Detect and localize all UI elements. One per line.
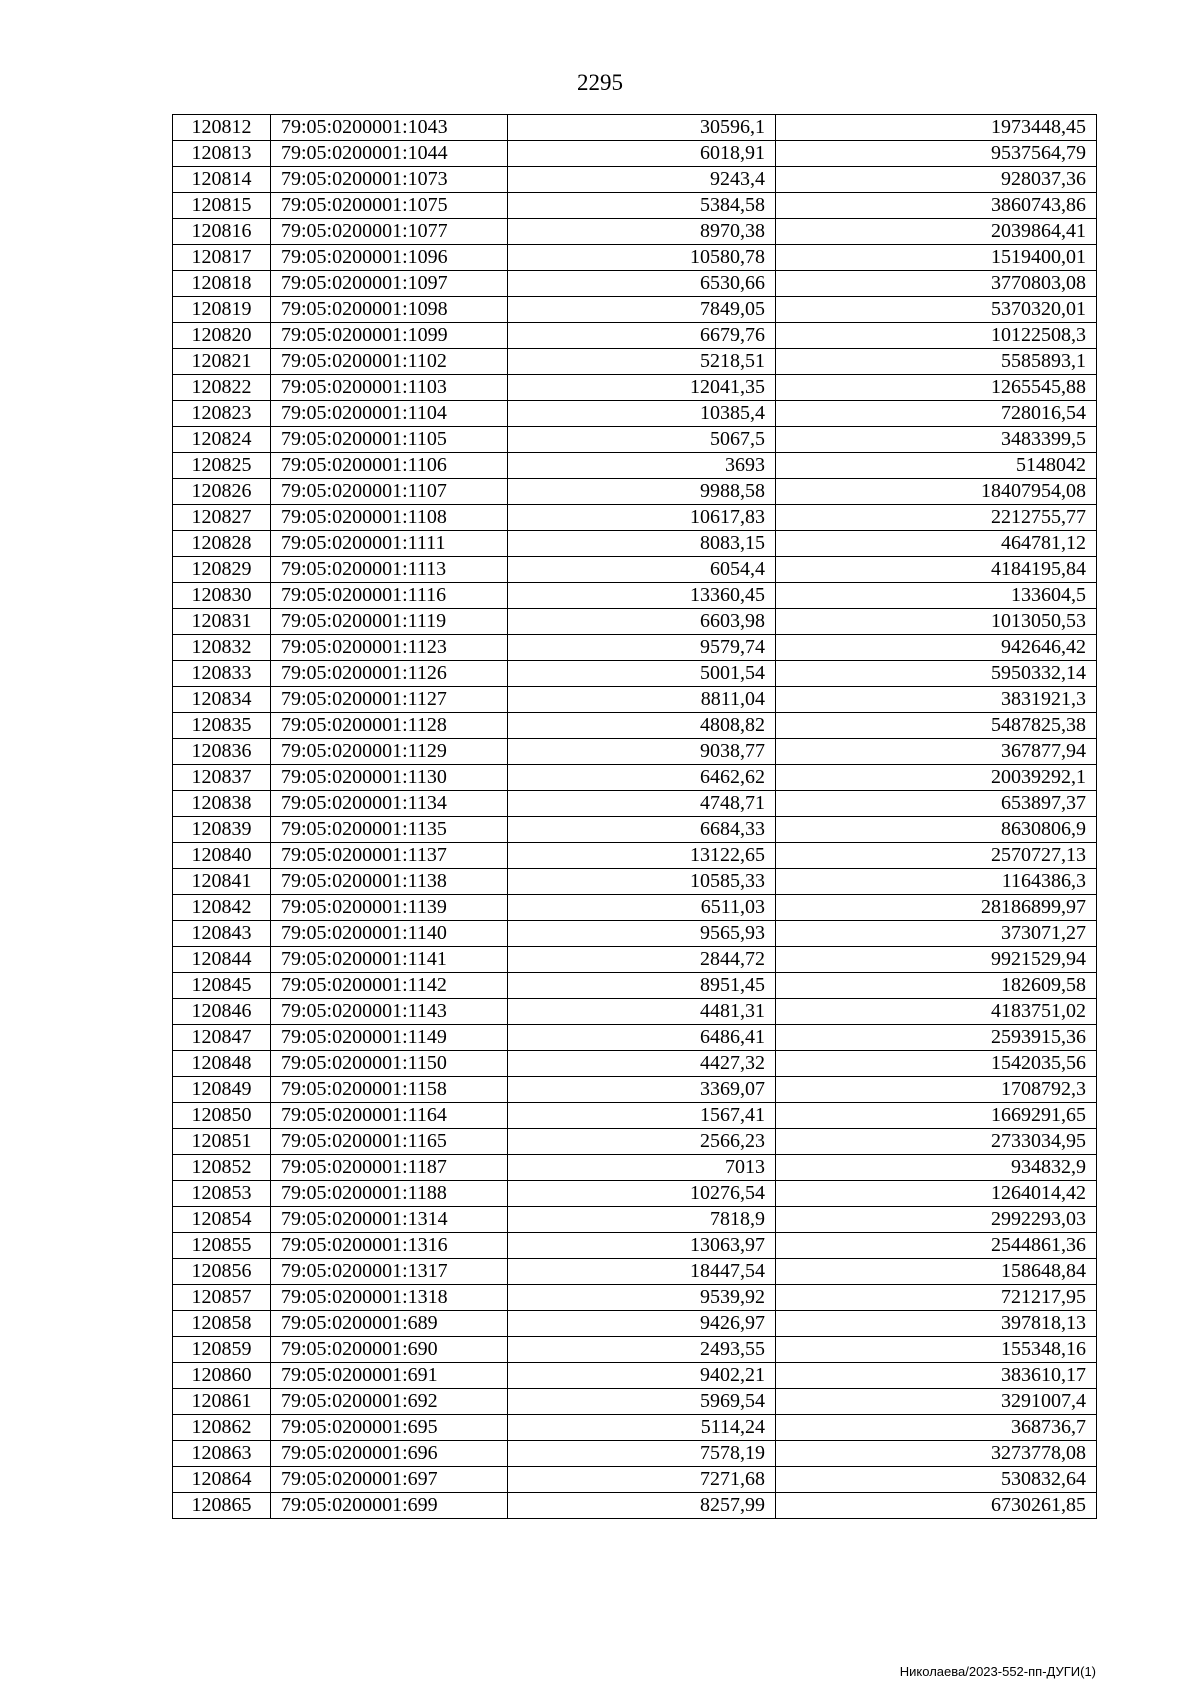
table-row: [173, 453, 1097, 479]
table-row: [173, 219, 1097, 245]
cadastral-number-cell: 79:05:0200001:1123: [271, 635, 508, 661]
table-row: [173, 1415, 1097, 1441]
area-cell: 9402,21: [508, 1363, 776, 1389]
table-row: [173, 427, 1097, 453]
row-number-cell: 120821: [173, 349, 271, 375]
cadastral-number-cell: 79:05:0200001:1116: [271, 583, 508, 609]
row-number-cell: 120837: [173, 765, 271, 791]
table-row: [173, 1285, 1097, 1311]
cadastral-number-cell: 79:05:0200001:1188: [271, 1181, 508, 1207]
table-row: [173, 271, 1097, 297]
table-row: [173, 791, 1097, 817]
area-cell: 18447,54: [508, 1259, 776, 1285]
cadastral-number-cell: 79:05:0200001:1135: [271, 817, 508, 843]
cadastral-number-cell: 79:05:0200001:1150: [271, 1051, 508, 1077]
row-number-cell: 120855: [173, 1233, 271, 1259]
table-row: [173, 1051, 1097, 1077]
area-cell: 6679,76: [508, 323, 776, 349]
cadastral-value-cell: 1669291,65: [776, 1103, 1097, 1129]
cadastral-number-cell: 79:05:0200001:1111: [271, 531, 508, 557]
area-cell: 9243,4: [508, 167, 776, 193]
cadastral-number-cell: 79:05:0200001:692: [271, 1389, 508, 1415]
cadastral-number-cell: 79:05:0200001:1129: [271, 739, 508, 765]
cadastral-value-cell: 397818,13: [776, 1311, 1097, 1337]
table-row: [173, 1441, 1097, 1467]
row-number-cell: 120826: [173, 479, 271, 505]
cadastral-value-cell: 3273778,08: [776, 1441, 1097, 1467]
row-number-cell: 120840: [173, 843, 271, 869]
table-row: [173, 297, 1097, 323]
cadastral-number-cell: 79:05:0200001:1318: [271, 1285, 508, 1311]
area-cell: 7271,68: [508, 1467, 776, 1493]
area-cell: 9426,97: [508, 1311, 776, 1337]
table-body: [173, 115, 1097, 1519]
cadastral-value-cell: 383610,17: [776, 1363, 1097, 1389]
cadastral-value-cell: 3770803,08: [776, 271, 1097, 297]
cadastral-value-cell: 5950332,14: [776, 661, 1097, 687]
row-number-cell: 120845: [173, 973, 271, 999]
table-row: [173, 557, 1097, 583]
row-number-cell: 120842: [173, 895, 271, 921]
area-cell: 8257,99: [508, 1493, 776, 1519]
cadastral-number-cell: 79:05:0200001:1138: [271, 869, 508, 895]
cadastral-number-cell: 79:05:0200001:1077: [271, 219, 508, 245]
cadastral-value-cell: 133604,5: [776, 583, 1097, 609]
cadastral-number-cell: 79:05:0200001:1134: [271, 791, 508, 817]
cadastral-value-cell: 1973448,45: [776, 115, 1097, 141]
table-row: [173, 869, 1097, 895]
cadastral-value-cell: 2992293,03: [776, 1207, 1097, 1233]
cadastral-value-cell: 18407954,08: [776, 479, 1097, 505]
cadastral-value-cell: 10122508,3: [776, 323, 1097, 349]
page-number: 2295: [577, 70, 623, 95]
cadastral-value-cell: 1164386,3: [776, 869, 1097, 895]
row-number-cell: 120851: [173, 1129, 271, 1155]
row-number-cell: 120834: [173, 687, 271, 713]
row-number-cell: 120825: [173, 453, 271, 479]
cadastral-value-cell: 367877,94: [776, 739, 1097, 765]
row-number-cell: 120838: [173, 791, 271, 817]
cadastral-value-cell: 2544861,36: [776, 1233, 1097, 1259]
row-number-cell: 120865: [173, 1493, 271, 1519]
area-cell: 3693: [508, 453, 776, 479]
cadastral-number-cell: 79:05:0200001:1165: [271, 1129, 508, 1155]
area-cell: 6486,41: [508, 1025, 776, 1051]
cadastral-number-cell: 79:05:0200001:1102: [271, 349, 508, 375]
row-number-cell: 120829: [173, 557, 271, 583]
row-number-cell: 120814: [173, 167, 271, 193]
row-number-cell: 120847: [173, 1025, 271, 1051]
cadastral-value-cell: 3483399,5: [776, 427, 1097, 453]
table-row: [173, 1025, 1097, 1051]
area-cell: 9038,77: [508, 739, 776, 765]
area-cell: 4808,82: [508, 713, 776, 739]
cadastral-value-cell: 3831921,3: [776, 687, 1097, 713]
cadastral-number-cell: 79:05:0200001:1107: [271, 479, 508, 505]
cadastral-value-cell: 4183751,02: [776, 999, 1097, 1025]
table-row: [173, 1337, 1097, 1363]
area-cell: 9579,74: [508, 635, 776, 661]
cadastral-value-cell: 5487825,38: [776, 713, 1097, 739]
area-cell: 2566,23: [508, 1129, 776, 1155]
row-number-cell: 120815: [173, 193, 271, 219]
row-number-cell: 120835: [173, 713, 271, 739]
row-number-cell: 120860: [173, 1363, 271, 1389]
area-cell: 2844,72: [508, 947, 776, 973]
area-cell: 10385,4: [508, 401, 776, 427]
cadastral-value-cell: 721217,95: [776, 1285, 1097, 1311]
table-row: [173, 609, 1097, 635]
row-number-cell: 120857: [173, 1285, 271, 1311]
row-number-cell: 120839: [173, 817, 271, 843]
row-number-cell: 120836: [173, 739, 271, 765]
cadastral-number-cell: 79:05:0200001:689: [271, 1311, 508, 1337]
cadastral-value-cell: 5370320,01: [776, 297, 1097, 323]
table-row: [173, 1311, 1097, 1337]
area-cell: 6462,62: [508, 765, 776, 791]
cadastral-value-cell: 155348,16: [776, 1337, 1097, 1363]
area-cell: 6018,91: [508, 141, 776, 167]
cadastral-value-cell: 2733034,95: [776, 1129, 1097, 1155]
cadastral-value-cell: 1265545,88: [776, 375, 1097, 401]
table-row: [173, 1493, 1097, 1519]
table-row: [173, 635, 1097, 661]
row-number-cell: 120841: [173, 869, 271, 895]
table-row: [173, 115, 1097, 141]
table-row: [173, 661, 1097, 687]
row-number-cell: 120844: [173, 947, 271, 973]
area-cell: 4748,71: [508, 791, 776, 817]
cadastral-number-cell: 79:05:0200001:1149: [271, 1025, 508, 1051]
area-cell: 8811,04: [508, 687, 776, 713]
cadastral-number-cell: 79:05:0200001:1143: [271, 999, 508, 1025]
cadastral-number-cell: 79:05:0200001:1316: [271, 1233, 508, 1259]
cadastral-number-cell: 79:05:0200001:699: [271, 1493, 508, 1519]
area-cell: 6603,98: [508, 609, 776, 635]
row-number-cell: 120819: [173, 297, 271, 323]
area-cell: 6684,33: [508, 817, 776, 843]
row-number-cell: 120852: [173, 1155, 271, 1181]
cadastral-number-cell: 79:05:0200001:1103: [271, 375, 508, 401]
row-number-cell: 120833: [173, 661, 271, 687]
cadastral-value-cell: 1013050,53: [776, 609, 1097, 635]
cadastral-number-cell: 79:05:0200001:1130: [271, 765, 508, 791]
cadastral-value-cell: 728016,54: [776, 401, 1097, 427]
table-row: [173, 479, 1097, 505]
cadastral-number-cell: 79:05:0200001:1106: [271, 453, 508, 479]
cadastral-number-cell: 79:05:0200001:1104: [271, 401, 508, 427]
cadastral-value-cell: 9537564,79: [776, 141, 1097, 167]
row-number-cell: 120831: [173, 609, 271, 635]
cadastral-value-table: [172, 114, 1097, 1519]
cadastral-number-cell: 79:05:0200001:697: [271, 1467, 508, 1493]
cadastral-number-cell: 79:05:0200001:1137: [271, 843, 508, 869]
row-number-cell: 120864: [173, 1467, 271, 1493]
cadastral-number-cell: 79:05:0200001:1126: [271, 661, 508, 687]
cadastral-value-cell: 2039864,41: [776, 219, 1097, 245]
area-cell: 3369,07: [508, 1077, 776, 1103]
table-row: [173, 739, 1097, 765]
cadastral-number-cell: 79:05:0200001:1314: [271, 1207, 508, 1233]
area-cell: 2493,55: [508, 1337, 776, 1363]
row-number-cell: 120854: [173, 1207, 271, 1233]
area-cell: 13360,45: [508, 583, 776, 609]
cadastral-value-cell: 653897,37: [776, 791, 1097, 817]
table-row: [173, 531, 1097, 557]
area-cell: 5969,54: [508, 1389, 776, 1415]
cadastral-value-cell: 6730261,85: [776, 1493, 1097, 1519]
table-row: [173, 1077, 1097, 1103]
cadastral-value-cell: 2570727,13: [776, 843, 1097, 869]
area-cell: 9539,92: [508, 1285, 776, 1311]
cadastral-value-cell: 4184195,84: [776, 557, 1097, 583]
row-number-cell: 120861: [173, 1389, 271, 1415]
cadastral-number-cell: 79:05:0200001:695: [271, 1415, 508, 1441]
area-cell: 10617,83: [508, 505, 776, 531]
table-row: [173, 765, 1097, 791]
cadastral-value-cell: 368736,7: [776, 1415, 1097, 1441]
row-number-cell: 120822: [173, 375, 271, 401]
cadastral-value-cell: 158648,84: [776, 1259, 1097, 1285]
row-number-cell: 120818: [173, 271, 271, 297]
row-number-cell: 120843: [173, 921, 271, 947]
row-number-cell: 120820: [173, 323, 271, 349]
cadastral-number-cell: 79:05:0200001:1096: [271, 245, 508, 271]
table-row: [173, 687, 1097, 713]
table-row: [173, 1207, 1097, 1233]
area-cell: 5114,24: [508, 1415, 776, 1441]
cadastral-value-cell: 530832,64: [776, 1467, 1097, 1493]
row-number-cell: 120853: [173, 1181, 271, 1207]
cadastral-number-cell: 79:05:0200001:1105: [271, 427, 508, 453]
area-cell: 6511,03: [508, 895, 776, 921]
area-cell: 4481,31: [508, 999, 776, 1025]
area-cell: 7818,9: [508, 1207, 776, 1233]
cadastral-number-cell: 79:05:0200001:1128: [271, 713, 508, 739]
cadastral-number-cell: 79:05:0200001:1317: [271, 1259, 508, 1285]
cadastral-number-cell: 79:05:0200001:1164: [271, 1103, 508, 1129]
row-number-cell: 120849: [173, 1077, 271, 1103]
cadastral-value-cell: 8630806,9: [776, 817, 1097, 843]
row-number-cell: 120827: [173, 505, 271, 531]
cadastral-value-cell: 182609,58: [776, 973, 1097, 999]
table-row: [173, 713, 1097, 739]
cadastral-value-cell: 28186899,97: [776, 895, 1097, 921]
cadastral-number-cell: 79:05:0200001:1043: [271, 115, 508, 141]
cadastral-number-cell: 79:05:0200001:1098: [271, 297, 508, 323]
row-number-cell: 120863: [173, 1441, 271, 1467]
area-cell: 6530,66: [508, 271, 776, 297]
cadastral-number-cell: 79:05:0200001:1119: [271, 609, 508, 635]
table-row: [173, 323, 1097, 349]
row-number-cell: 120828: [173, 531, 271, 557]
cadastral-value-cell: 1519400,01: [776, 245, 1097, 271]
cadastral-value-cell: 5585893,1: [776, 349, 1097, 375]
area-cell: 5384,58: [508, 193, 776, 219]
cadastral-value-cell: 3291007,4: [776, 1389, 1097, 1415]
area-cell: 8951,45: [508, 973, 776, 999]
table-row: [173, 999, 1097, 1025]
table-row: [173, 1389, 1097, 1415]
area-cell: 7849,05: [508, 297, 776, 323]
cadastral-number-cell: 79:05:0200001:1139: [271, 895, 508, 921]
cadastral-value-cell: 1264014,42: [776, 1181, 1097, 1207]
area-cell: 30596,1: [508, 115, 776, 141]
cadastral-value-cell: 373071,27: [776, 921, 1097, 947]
cadastral-value-cell: 2212755,77: [776, 505, 1097, 531]
cadastral-number-cell: 79:05:0200001:1187: [271, 1155, 508, 1181]
row-number-cell: 120858: [173, 1311, 271, 1337]
cadastral-value-cell: 9921529,94: [776, 947, 1097, 973]
table-row: [173, 1259, 1097, 1285]
table-row: [173, 1129, 1097, 1155]
cadastral-value-cell: 5148042: [776, 453, 1097, 479]
table-row: [173, 505, 1097, 531]
cadastral-value-cell: 1542035,56: [776, 1051, 1097, 1077]
cadastral-number-cell: 79:05:0200001:1158: [271, 1077, 508, 1103]
area-cell: 10585,33: [508, 869, 776, 895]
cadastral-number-cell: 79:05:0200001:696: [271, 1441, 508, 1467]
cadastral-number-cell: 79:05:0200001:1044: [271, 141, 508, 167]
area-cell: 5218,51: [508, 349, 776, 375]
row-number-cell: 120848: [173, 1051, 271, 1077]
area-cell: 9988,58: [508, 479, 776, 505]
row-number-cell: 120846: [173, 999, 271, 1025]
row-number-cell: 120862: [173, 1415, 271, 1441]
cadastral-number-cell: 79:05:0200001:1113: [271, 557, 508, 583]
table-row: [173, 141, 1097, 167]
row-number-cell: 120817: [173, 245, 271, 271]
cadastral-number-cell: 79:05:0200001:1142: [271, 973, 508, 999]
table-row: [173, 947, 1097, 973]
table-row: [173, 375, 1097, 401]
row-number-cell: 120823: [173, 401, 271, 427]
table-row: [173, 843, 1097, 869]
cadastral-number-cell: 79:05:0200001:691: [271, 1363, 508, 1389]
table-row: [173, 349, 1097, 375]
area-cell: 12041,35: [508, 375, 776, 401]
table-row: [173, 817, 1097, 843]
area-cell: 10276,54: [508, 1181, 776, 1207]
cadastral-number-cell: 79:05:0200001:1099: [271, 323, 508, 349]
cadastral-value-cell: 1708792,3: [776, 1077, 1097, 1103]
area-cell: 5001,54: [508, 661, 776, 687]
area-cell: 7013: [508, 1155, 776, 1181]
cadastral-value-cell: 928037,36: [776, 167, 1097, 193]
row-number-cell: 120856: [173, 1259, 271, 1285]
table-row: [173, 1155, 1097, 1181]
cadastral-value-cell: 2593915,36: [776, 1025, 1097, 1051]
cadastral-value-cell: 942646,42: [776, 635, 1097, 661]
table-row: [173, 245, 1097, 271]
table-row: [173, 1233, 1097, 1259]
area-cell: 5067,5: [508, 427, 776, 453]
cadastral-number-cell: 79:05:0200001:1108: [271, 505, 508, 531]
cadastral-number-cell: 79:05:0200001:1073: [271, 167, 508, 193]
area-cell: 13063,97: [508, 1233, 776, 1259]
cadastral-number-cell: 79:05:0200001:1097: [271, 271, 508, 297]
table-row: [173, 193, 1097, 219]
area-cell: 9565,93: [508, 921, 776, 947]
area-cell: 1567,41: [508, 1103, 776, 1129]
cadastral-number-cell: 79:05:0200001:1141: [271, 947, 508, 973]
table-row: [173, 1467, 1097, 1493]
table-row: [173, 921, 1097, 947]
table-row: [173, 1363, 1097, 1389]
table-row: [173, 1103, 1097, 1129]
cadastral-number-cell: 79:05:0200001:1140: [271, 921, 508, 947]
area-cell: 8970,38: [508, 219, 776, 245]
row-number-cell: 120812: [173, 115, 271, 141]
row-number-cell: 120824: [173, 427, 271, 453]
cadastral-value-cell: 934832,9: [776, 1155, 1097, 1181]
area-cell: 6054,4: [508, 557, 776, 583]
cadastral-value-cell: 464781,12: [776, 531, 1097, 557]
area-cell: 10580,78: [508, 245, 776, 271]
cadastral-number-cell: 79:05:0200001:1127: [271, 687, 508, 713]
table-row: [173, 973, 1097, 999]
row-number-cell: 120830: [173, 583, 271, 609]
area-cell: 13122,65: [508, 843, 776, 869]
row-number-cell: 120816: [173, 219, 271, 245]
table-row: [173, 167, 1097, 193]
area-cell: 4427,32: [508, 1051, 776, 1077]
table-row: [173, 895, 1097, 921]
row-number-cell: 120832: [173, 635, 271, 661]
area-cell: 7578,19: [508, 1441, 776, 1467]
cadastral-number-cell: 79:05:0200001:1075: [271, 193, 508, 219]
area-cell: 8083,15: [508, 531, 776, 557]
table-row: [173, 1181, 1097, 1207]
cadastral-value-cell: 3860743,86: [776, 193, 1097, 219]
cadastral-value-cell: 20039292,1: [776, 765, 1097, 791]
row-number-cell: 120850: [173, 1103, 271, 1129]
row-number-cell: 120813: [173, 141, 271, 167]
document-footer-reference: Николаева/2023-552-пп-ДУГИ(1): [899, 1664, 1096, 1679]
row-number-cell: 120859: [173, 1337, 271, 1363]
table-row: [173, 401, 1097, 427]
cadastral-number-cell: 79:05:0200001:690: [271, 1337, 508, 1363]
table-row: [173, 583, 1097, 609]
